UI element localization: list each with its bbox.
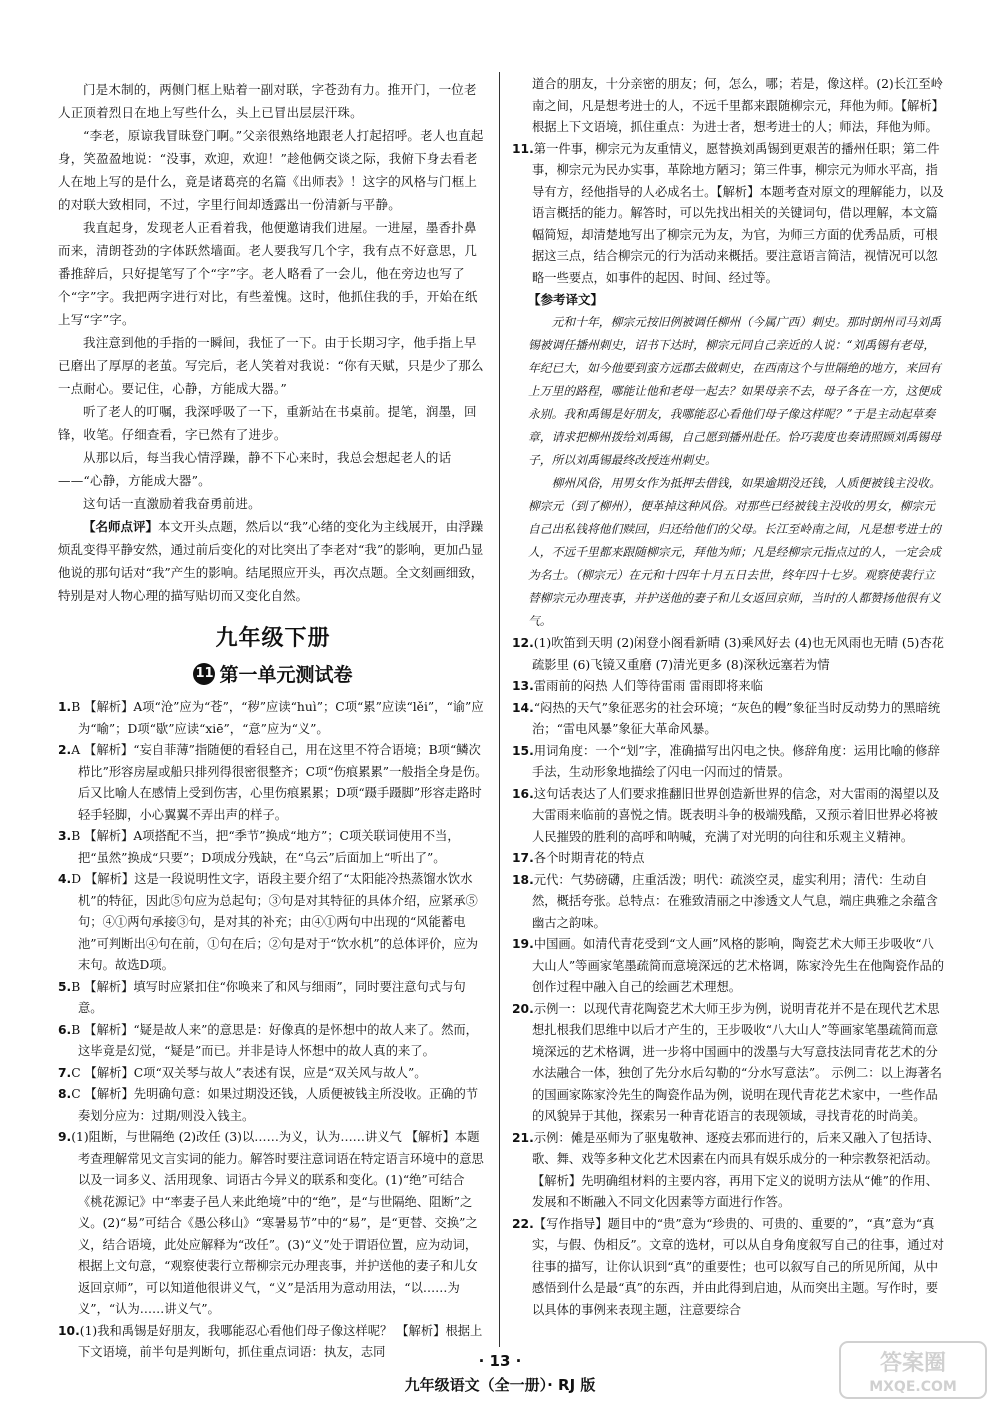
answer-item: 5.B 【解析】填写时应紧扣住“你唤来了和风与细雨”，同时要注意句式与句意。	[58, 979, 466, 1015]
answer-item: 1.B 【解析】A项“沧”应为“苍”，“秽”应读“huì”；C项“累”应读“lěi”，“谕”应为“喻”；D项“歇”应读“xiē”，“意”应为“义”。	[58, 700, 484, 736]
answer-item: 16.这句话表达了人们要求推翻旧世界创造新世界的信念，对大雷雨的渴望以及大雷雨来临前的喜悦之情。既表明斗争的极端残酷，又预示着旧世界必将被人民摧毁的胜利的高呼和呐喊，充满了对光明的向往和乐观主义精神。	[512, 786, 940, 844]
section-title: 九年级下册	[215, 626, 331, 651]
answer-item: 12.(1)吹笛到天明 (2)闲登小阁看新晴 (3)乘风好去 (4)也无风雨也无晴 (5)杏花疏影里 (6)飞镜又重磨 (7)清光更多 (8)深秋远塞若为情	[512, 636, 944, 672]
answer-item: 15.用词角度：一个“划”字，准确描写出闪电之快。修辞角度：运用比喻的修辞手法，生动形象地描绘了闪电一闪而过的情景。	[512, 743, 940, 779]
answer-item: 11.第一件事，柳宗元为友重情义，愿替换刘禹锡到更艰苦的播州任职；第二件事，柳宗元为民办实事，革除地方陋习；第三件事，柳宗元为师水平高，指导有方，经他指导的人必成名士。【解析】本题考查对原文的理解能力，以及语言概括的能力。解答时，可以先找出相关的关键词句，借以理解，本文篇幅简短，却清楚地写出了柳宗元为友，为官，为师三方面的优秀品质，可根据这三点，结合柳宗元的行为活动来概括。要注意语言简洁，视情况可以忽略一些要点，如事件的起因、时间、经过等。	[512, 141, 944, 285]
answer-item: 2.A 【解析】“妄自菲薄”指随便的看轻自己，用在这里不符合语境；B项“鳞次栉比”形容房屋或船只排列得很密很整齐；C项“伤痕累累”一般指全身是伤。后又比喻人在感情上受到伤害，心里伤痕累累；D项“蹑手蹑脚”形容走路时轻手轻脚，小心翼翼不弄出声的样子。	[58, 743, 488, 822]
column-divider	[499, 72, 500, 1347]
answer-item: 20.示例一：以现代青花陶瓷艺术大师王步为例，说明青花并不是在现代艺术思想扎根我们思维中以后才产生的，王步吸收“八大山人”等画家笔墨疏简而意境深远的艺术格调，进一步将中国画中的泼墨与大写意技法同青花艺术的分水法融合一体，独创了先分水后勾勒的“分水写意法”。 示例二：以上海著名的国画家陈家泠先生的陶瓷作品为例，说明在现代青花艺术家中，一些作品的风貌异于其他，探索另一种青花语言的表现领域，寻找青花的时尚美。	[512, 1001, 942, 1123]
essay-paragraph: 门是木制的，两侧门框上贴着一副对联，字苍劲有力。推开门，一位老人正顶着烈日在地上写些什么，头上已冒出层层汗珠。	[58, 82, 477, 120]
teacher-comment-text: 本文开头点题，然后以“我”心绪的变化为主线展开，由浮躁烦乱变得平静安然，通过前后变化的对比突出了李老对“我”的影响，更加凸显他说的那句话对“我”产生的影响。结尾照应开头，再次点题。全文刻画细致，特别是对人物心理的描写贴切而又变化自然。	[58, 519, 484, 603]
essay-paragraph: 我直起身，发现老人正看着我，他便邀请我们进屋。一进屋，墨香扑鼻而来，清朗苍劲的字体跃然墙面。老人要我写几个字，我有点不好意思，几番推辞后，只好提笔写了个“字”字。老人略看了一会儿，他在旁边也写了个“字”字。我把两字进行对比，有些羞愧。这时，他抓住我的手，开始在纸上写“字”字。	[58, 220, 478, 327]
answer-item: 4.D 【解析】这是一段说明性文字，语段主要介绍了“太阳能冷热蒸馏水饮水机”的特征，因此⑤句应为总起句；③句是对其特征的具体介绍，应紧承⑤句；④①两句承接③句，是对其的补充；由④①两句中出现的“风能蓄电池”可判断出④句在前，①句在后；②句是对于“饮水机”的总体评价，应为末句。故选D项。	[58, 872, 479, 972]
answer-list-right	[512, 633, 946, 1321]
answer-item: 14.“闷热的天气”象征恶劣的社会环境；“灰色的幔”象征当时反动势力的黑暗统治；“雷电风暴”象征大革命风暴。	[512, 700, 941, 736]
answer-list-left	[58, 697, 488, 1364]
unit-title: 第一单元测试卷	[219, 664, 353, 686]
answer-item: 18.元代：气势磅礴，庄重活泼；明代：疏淡空灵，虚实利用；清代：生动自然，概括夸张。总特点：在雅致清丽之中渗透文人气息，端庄典雅之余蕴含幽古之韵味。	[512, 872, 938, 930]
teacher-comment-label: 【名师点评】	[83, 519, 159, 534]
essay-paragraph: 我注意到他的手指的一瞬间，我怔了一下。由于长期习字，他手指上早已磨出了厚厚的老茧。写完后，老人笑着对我说：“你有天赋，只是少了那么一点耐心。要记住，心静，方能成大器。”	[58, 335, 484, 396]
essay-paragraph: 从那以后，每当我心情浮躁，静不下心来时，我总会想起老人的话——“心静，方能成大器”。	[58, 450, 452, 488]
watermark-text: 答案圈	[879, 1351, 947, 1376]
answer-item: 19.中国画。如清代青花受到“文人画”风格的影响，陶瓷艺术大师王步吸收“八大山人”等画家笔墨疏简而意境深远的艺术格调，陈家泠先生在他陶瓷作品的创作过程中融入自己的绘画艺术理想。	[512, 937, 945, 994]
book-title: 九年级语文（全一册）· RJ 版	[404, 1376, 596, 1394]
answer-item: 3.B 【解析】A项搭配不当，把“季节”换成“地方”；C项关联词使用不当，把“虽然”换成“只要”；D项成分残缺，在“乌云”后面加上“听出了”。	[58, 829, 460, 865]
left-column	[58, 78, 488, 1364]
essay-paragraph: 这句话一直激励着我奋勇前进。	[83, 496, 261, 511]
teacher-comment	[58, 515, 488, 607]
reference-translation-paragraph: 柳州风俗，用男女作为抵押去借钱，如果逾期没还钱，人质便被钱主没收。柳宗元（到了柳州），便革掉这种风俗。对那些已经被钱主没收的男女，柳宗元自己出私钱将他们赎回，归还给他们的父母。长江至岭南之间，凡是想考进士的人，不远千里都来跟随柳宗元，拜他为师；凡是经柳宗元指点过的人，一定会成为名士。（柳宗元）在元和十四年十月五日去世，终年四十七岁。观察使裴行立替柳宗元办理丧事，并护送他的妻子和儿女返回京师，当时的人都赞扬他很有义气。	[528, 476, 941, 628]
reference-translation-paragraph: 元和十年，柳宗元按旧例被调任柳州（今属广西）刺史。那时朗州司马刘禹锡被调任播州刺史，诏书下达时，柳宗元同自己亲近的人说：“刘禹锡有老母，年纪已大，如今他要到蛮方远郡去做刺史，在西南这个与世隔绝的地方，来回有上万里的路程，哪能让他和老母一起去？如果母亲不去，母子各在一方，这便成永别。我和禹锡是好朋友，我哪能忍心看他们母子像这样呢？”于是主动起草奏章，请求把柳州拨给刘禹锡，自己愿到播州赴任。恰巧裴度也奏请照顾刘禹锡母子，所以刘禹锡最终改授连州刺史。	[528, 315, 941, 467]
answer-item: 22.【写作指导】题目中的“贵”意为“珍贵的、可贵的、重要的”，“真”意为“真实，与假、伪相反”。文章的选材，可以从自身角度叙写自己的往事，通过对往事的描写，让你认识到“真”的重要性；也可以叙写自己的所见所闻，从中感悟到什么是最“真”的东西，并由此得到启迪，从而突出主题。写作时，要以具体的事例来表现主题，注意要综合	[512, 1216, 945, 1317]
answer-item: 21.示例：傩是巫师为了驱鬼敬神、逐疫去邪而进行的，后来又融入了包括诗、歌、舞、戏等多种文化艺术因素在内而具有娱乐成分的一种宗教祭祀活动。【解析】先明确组材料的主要内容，再用下定义的说明方法从“傩”的作用、发展和不断融入不同文化因素等方面进行作答。	[512, 1130, 940, 1209]
right-column	[512, 74, 946, 1321]
essay-body	[58, 78, 488, 515]
essay-paragraph: 听了老人的叮嘱，我深呼吸了一下，重新站在书桌前。提笔，润墨，回锋，收笔。仔细查看，字已然有了进步。	[58, 404, 477, 442]
watermark-url: MXQE.COM	[869, 1379, 957, 1395]
answer-item: 7.C 【解析】C项“双关琴与故人”表述有误，应是“双关风与故人”。	[58, 1065, 427, 1080]
unit-title-row	[58, 660, 488, 687]
answer-item: 10.(1)我和禹锡是好朋友，我哪能忍心看他们母子像这样呢？ 【解析】根据上下文语境，前半句是判断句，抓住重点词语：执友，志同	[58, 1323, 483, 1359]
answer-item: 17.各个时期青花的特点	[512, 851, 645, 865]
essay-paragraph: “李老，原谅我冒昧登门啊。”父亲很熟络地跟老人打起招呼。老人也直起身，笑盈盈地说：“没事，欢迎，欢迎！”趁他俩交谈之际，我俯下身去看老人在地上写的是什么，竟是诸葛亮的名篇《出师表》！这字的风格与门框上的对联大致相同，不过，字里行间却透露出一份清新与平静。	[58, 128, 484, 212]
answer-continuation: 道合的朋友，十分亲密的朋友；何，怎么，哪；若是，像这样。(2)长江至岭南之间，凡是想考进士的人，不远千里都来跟随柳宗元，拜他为师。【解析】根据上下文语境，抓住重点：为进士者，想考进士的人；师法，拜他为师。	[532, 77, 944, 134]
answer-watermark-logo	[838, 1340, 988, 1400]
page-number: · 13 ·	[478, 1352, 522, 1370]
unit-number-badge: 11	[193, 663, 215, 685]
answer-item: 6.B 【解析】“疑是故人来”的意思是：好像真的是怀想中的故人来了。然而，这毕竟是幻觉，“疑是”而已。并非是诗人怀想中的故人真的来了。	[58, 1022, 478, 1058]
answer-item: 8.C 【解析】先明确句意：如果过期没还钱，人质便被钱主所没收。正确的节奏划分应为：过期/则没入钱主。	[58, 1087, 479, 1123]
answer-item: 13.雷雨前的闷热 人们等待雷雨 雷雨即将来临	[512, 679, 763, 693]
reference-translation-label: 【参考译文】	[528, 292, 604, 307]
answer-item: 9.(1)阻断，与世隔绝 (2)改任 (3)以……为义，认为……讲义气 【解析】本题考查理解常见文言实词的能力。解答时要注意词语在特定语言环境中的意思以及一词多义、活用现象、词语古今异义的联系和变化。(1)“绝”可结合《桃花源记》中“率妻子邑人来此绝境”中的“绝”，是“与世隔绝、阻断”之义。(2)“易”可结合《愚公移山》“寒暑易节”中的“易”，是“更替、交换”之义，结合语境，此处应解释为“改任”。(3)“义”处于谓语位置，应为动词，根据上文句意，“观察使裴行立帮柳宗元办理丧事，并护送他的妻子和儿女返回京师”，可以知道他很讲义气，“义”是活用为意动用法，“以……为义”，“认为……讲义气”。	[58, 1130, 484, 1316]
